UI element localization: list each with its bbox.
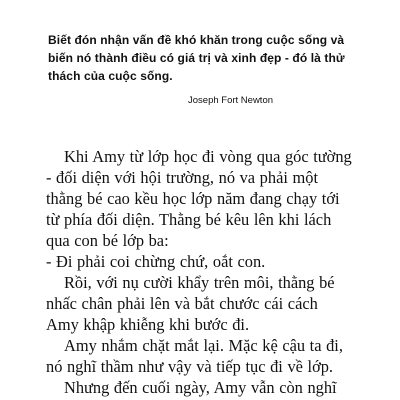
text-line: từ phía đối diện. Thằng bé kêu lên khi lách <box>46 210 332 229</box>
text-line: qua con bé lớp ba: <box>46 231 169 250</box>
epigraph-line: thách của cuộc sống. <box>48 69 173 83</box>
epigraph-line: biến nó thành điều có giá trị và xinh đẹp - đó là thử <box>48 51 345 65</box>
epigraph-line: Biết đón nhận vấn đề khó khăn trong cuộc sống và <box>48 33 345 47</box>
paragraph <box>46 146 391 251</box>
paragraph <box>46 272 391 335</box>
epigraph-author: Joseph Fort Newton <box>188 95 274 106</box>
paragraph <box>46 377 391 398</box>
text-line: Nhưng đến cuối ngày, Amy vẫn còn nghĩ <box>64 378 337 397</box>
text-line: thằng bé cao kều học lớp năm đang chạy tới <box>46 189 340 208</box>
paragraph-dialogue <box>46 251 391 272</box>
text-line: Rồi, với nụ cười khẩy trên môi, thằng bé <box>64 273 335 292</box>
story-body <box>46 146 391 398</box>
text-line: nhấc chân phải lên và bắt chước cái cách <box>46 294 318 313</box>
text-line: Amy khập khiễng khi bước đi. <box>46 315 250 334</box>
text-line: nó nghĩ thầm như vậy và tiếp tục đi về lớp. <box>46 357 334 376</box>
text-line: Amy nhắm chặt mắt lại. Mặc kệ cậu ta đi, <box>64 336 343 355</box>
epigraph-quote <box>48 31 373 85</box>
text-line: - đối diện với hội trường, nó va phải một <box>46 168 318 187</box>
text-line: - Đi phải coi chừng chứ, oắt con. <box>46 252 266 271</box>
text-line: Khi Amy từ lớp học đi vòng qua góc tường <box>64 147 352 166</box>
paragraph <box>46 335 391 377</box>
